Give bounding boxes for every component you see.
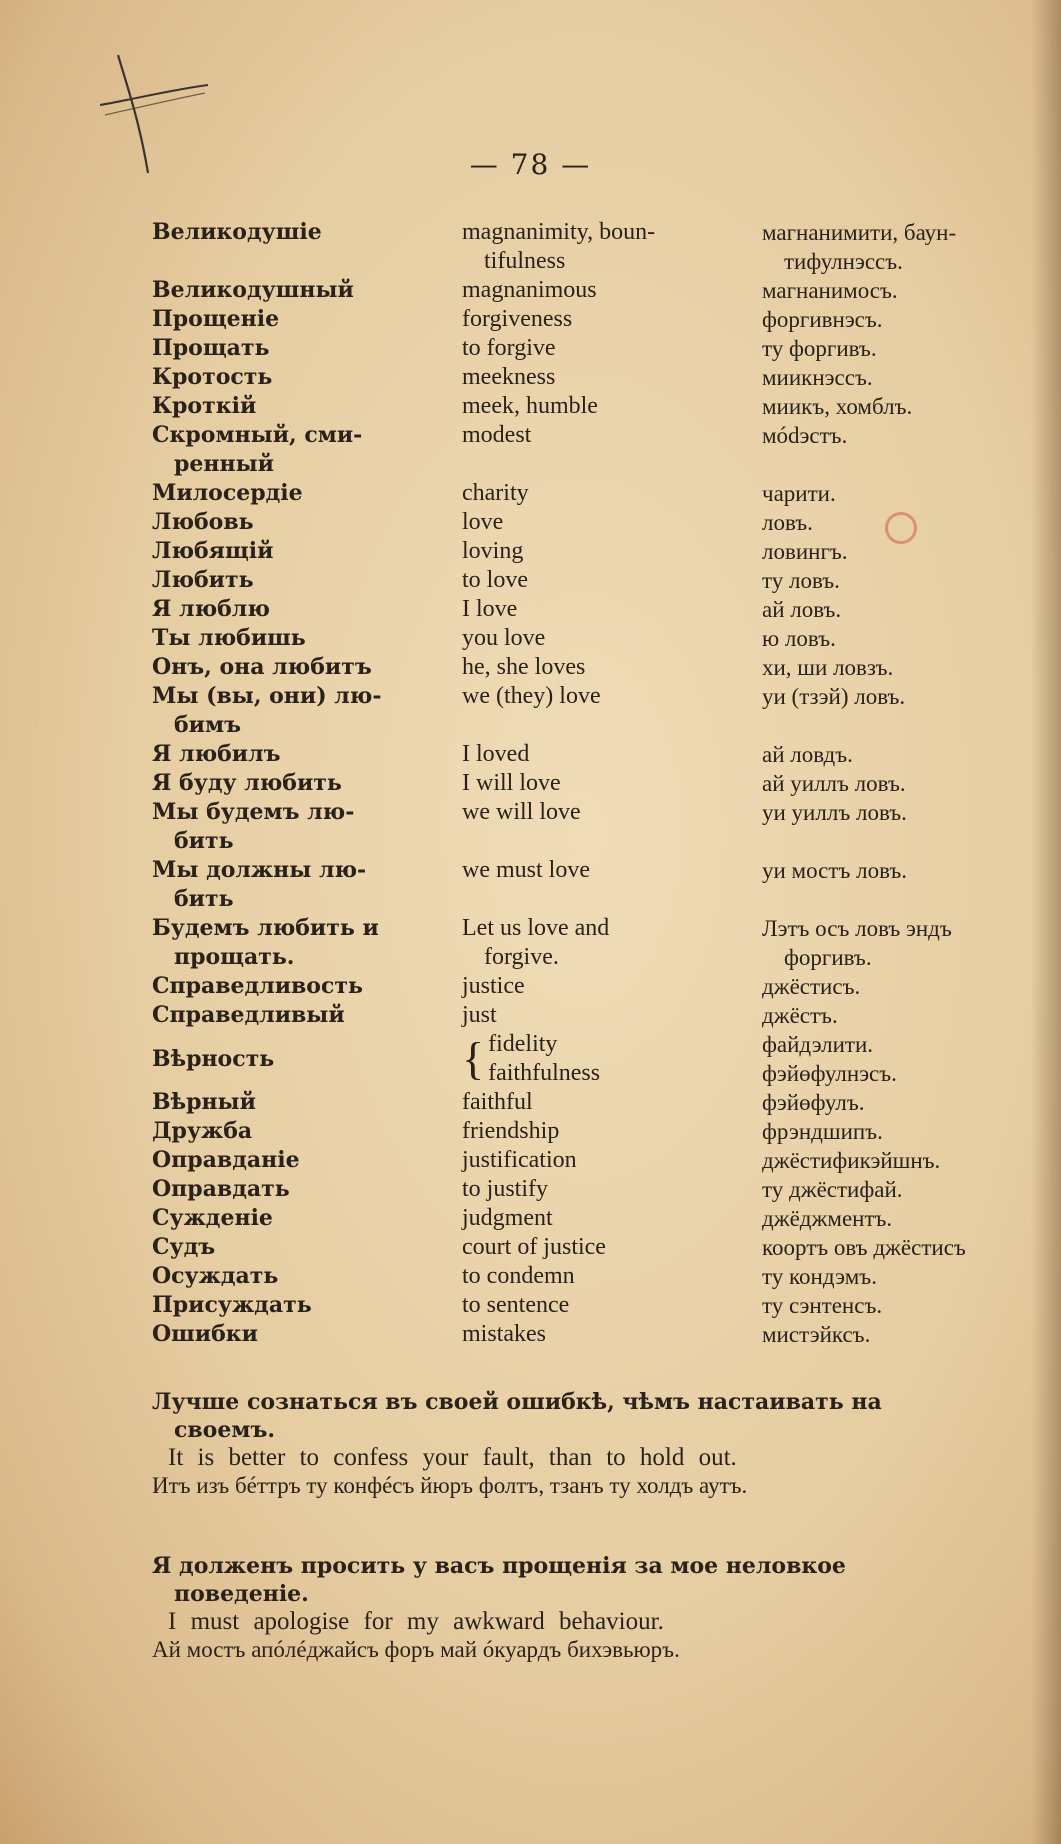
english-word-line: magnanimous [462, 277, 597, 303]
english-word-line: just [462, 1002, 497, 1028]
phrase-block-1 [152, 1388, 1032, 1500]
transcription [762, 856, 1042, 914]
english-word-line: friendship [462, 1118, 560, 1144]
english-word [462, 769, 762, 798]
transcription-line: джёстисъ. [762, 974, 861, 999]
russian-word [152, 334, 462, 363]
english-word-line: magnanimity, boun- [462, 219, 656, 245]
english-word-line: modest [462, 422, 532, 448]
phrase-english: It is better to confess your fault, than to hold out. [168, 1444, 737, 1471]
transcription-line: джёстификэйшнъ. [762, 1148, 941, 1173]
vocab-row [152, 334, 1042, 363]
russian-word [152, 1291, 462, 1320]
transcription [762, 1262, 1042, 1291]
russian-word-line: Вѣрность [152, 1045, 275, 1072]
russian-word-line: Прощеніе [152, 306, 280, 332]
russian-word-line: Великодушіе [152, 219, 322, 245]
transcription [762, 276, 1042, 305]
russian-word-line: прощать. [174, 944, 295, 970]
transcription-line: джёстъ. [762, 1003, 838, 1028]
russian-word-line: Присуждать [152, 1292, 312, 1318]
russian-word-line: Я буду любить [152, 770, 342, 796]
english-word-line: we (they) love [462, 683, 601, 709]
transcription-line: ту форгивъ. [762, 336, 877, 361]
english-word-line: we must love [462, 857, 590, 883]
russian-word-line: бить [174, 828, 234, 854]
english-word-line: to love [462, 567, 528, 593]
transcription-line: ту ловъ. [762, 568, 840, 593]
phrase-russian-line: поведеніе. [174, 1581, 309, 1607]
english-word-line: to sentence [462, 1292, 570, 1318]
vocab-row [152, 1117, 1042, 1146]
english-word-line: justification [462, 1147, 577, 1173]
transcription [762, 334, 1042, 363]
transcription [762, 1146, 1042, 1175]
transcription [762, 566, 1042, 595]
english-word-line: to forgive [462, 335, 556, 361]
english-word [462, 1030, 762, 1088]
english-word [462, 566, 762, 595]
english-word-line: I loved [462, 741, 530, 767]
transcription-line: ту сэнтенсъ. [762, 1293, 883, 1318]
phrase-russian-line: Я долженъ просить у васъ прощенія за мое неловкое [152, 1553, 846, 1579]
english-word [462, 334, 762, 363]
russian-word [152, 595, 462, 624]
vocab-row [152, 218, 1042, 276]
russian-word [152, 1262, 462, 1291]
phrase-english: I must apologise for my awkward behaviour. [168, 1608, 664, 1635]
russian-word-line: Мы (вы, они) лю- [152, 683, 382, 709]
english-word [462, 1146, 762, 1175]
english-word-line: judgment [462, 1205, 553, 1231]
page-number: — 78 — [469, 148, 592, 181]
english-word [462, 392, 762, 421]
phrase-block-2 [152, 1552, 1032, 1664]
vocab-row [152, 972, 1042, 1001]
english-word-line: meekness [462, 364, 556, 390]
english-word [462, 1088, 762, 1117]
english-word-line: to justify [462, 1176, 549, 1202]
transcription [762, 798, 1042, 856]
vocab-row [152, 363, 1042, 392]
transcription-line: фрэндшипъ. [762, 1119, 883, 1144]
english-word-line: he, she loves [462, 654, 586, 680]
russian-word-line: ренный [174, 451, 274, 477]
english-word [462, 1175, 762, 1204]
english-word-line: we will love [462, 799, 581, 825]
transcription [762, 769, 1042, 798]
vocab-row [152, 1146, 1042, 1175]
russian-word [152, 624, 462, 653]
russian-word [152, 537, 462, 566]
russian-word-line: Я люблю [152, 596, 270, 622]
transcription [762, 914, 1042, 972]
english-word [462, 1262, 762, 1291]
russian-word-line: бимъ [174, 712, 241, 738]
russian-word [152, 914, 462, 972]
english-word [462, 479, 762, 508]
english-word-line: loving [462, 538, 524, 564]
russian-word [152, 653, 462, 682]
vocab-row [152, 1204, 1042, 1233]
transcription [762, 653, 1042, 682]
vocab-row [152, 276, 1042, 305]
russian-word [152, 479, 462, 508]
transcription [762, 1117, 1042, 1146]
vocab-row [152, 392, 1042, 421]
transcription-line: уи мостъ ловъ. [762, 858, 907, 883]
transcription [762, 1030, 1042, 1088]
transcription-line: ай ловдъ. [762, 742, 853, 767]
transcription [762, 972, 1042, 1001]
russian-word-line: Осуждать [152, 1263, 279, 1289]
transcription [762, 1001, 1042, 1030]
russian-word-line: Я любилъ [152, 741, 281, 767]
russian-word [152, 1001, 462, 1030]
russian-word-line: Онъ, она любитъ [152, 654, 372, 680]
russian-word [152, 1233, 462, 1262]
transcription [762, 1291, 1042, 1320]
russian-word [152, 305, 462, 334]
vocab-row [152, 1291, 1042, 1320]
transcription-line: форгивъ. [784, 945, 872, 970]
vocab-row [152, 769, 1042, 798]
russian-word [152, 1320, 462, 1349]
vocab-row [152, 1030, 1042, 1088]
transcription [762, 479, 1042, 508]
english-word-line: meek, humble [462, 393, 598, 419]
english-word-line: court of justice [462, 1234, 606, 1260]
transcription-line: тифулнэссъ. [784, 249, 903, 274]
english-word-line: you love [462, 625, 546, 651]
transcription-line: магнанимити, баун- [762, 220, 957, 245]
transcription-line: файдэлити. [762, 1032, 874, 1057]
english-word [462, 1204, 762, 1233]
russian-word-line: Оправдать [152, 1176, 290, 1202]
russian-word [152, 798, 462, 856]
russian-word-line: Любовь [152, 509, 254, 535]
transcription [762, 1175, 1042, 1204]
english-word [462, 1001, 762, 1030]
russian-word-line: Кроткій [152, 393, 257, 419]
russian-word-line: Будемъ любить и [152, 915, 379, 941]
english-word [462, 653, 762, 682]
russian-word-line: Милосердіе [152, 480, 303, 506]
russian-word [152, 1204, 462, 1233]
transcription [762, 421, 1042, 479]
russian-word-line: Ошибки [152, 1321, 259, 1347]
transcription [762, 595, 1042, 624]
transcription-line: джёджментъ. [762, 1206, 893, 1231]
english-word-line: tifulness [484, 248, 566, 274]
phrase-transcription: Итъ изъ бéттръ ту конфéсъ йюръ фолтъ, тзанъ ту холдъ аутъ. [152, 1473, 748, 1498]
russian-word [152, 276, 462, 305]
transcription [762, 392, 1042, 421]
vocab-row [152, 856, 1042, 914]
english-word-line: Let us love and [462, 915, 610, 941]
transcription-line: фэйөфулъ. [762, 1090, 865, 1115]
russian-word-line: бить [174, 886, 234, 912]
english-word [462, 508, 762, 537]
russian-word [152, 363, 462, 392]
english-word [462, 740, 762, 769]
transcription [762, 1320, 1042, 1349]
russian-word-line: Вѣрный [152, 1089, 256, 1115]
vocab-row [152, 624, 1042, 653]
russian-word [152, 856, 462, 914]
english-word [462, 421, 762, 479]
russian-word [152, 566, 462, 595]
transcription [762, 363, 1042, 392]
red-ink-mark [885, 512, 917, 544]
vocab-row [152, 595, 1042, 624]
vocab-row [152, 421, 1042, 479]
transcription [762, 1088, 1042, 1117]
transcription-line: ловингъ. [762, 539, 848, 564]
english-word-line: forgive. [484, 944, 559, 970]
russian-word [152, 682, 462, 740]
english-word [462, 1291, 762, 1320]
transcription-line: мистэйксъ. [762, 1322, 871, 1347]
vocab-row [152, 566, 1042, 595]
russian-word [152, 1117, 462, 1146]
russian-word [152, 421, 462, 479]
transcription-line: ту джёстифай. [762, 1177, 903, 1202]
vocab-row [152, 914, 1042, 972]
english-word [462, 537, 762, 566]
russian-word [152, 972, 462, 1001]
vocab-row [152, 740, 1042, 769]
vocab-row [152, 682, 1042, 740]
english-word-line: I will love [462, 770, 561, 796]
english-word-line: charity [462, 480, 529, 506]
english-word [462, 595, 762, 624]
russian-word-line: Справедливый [152, 1002, 345, 1028]
english-word [462, 305, 762, 334]
brace-glyph: { [462, 1033, 485, 1084]
english-word-line: to condemn [462, 1263, 575, 1289]
english-word [462, 798, 762, 856]
english-word-line: love [462, 509, 504, 535]
english-word-line: fidelity [488, 1031, 558, 1057]
transcription [762, 682, 1042, 740]
russian-word-line: Мы будемъ лю- [152, 799, 355, 825]
transcription-line: ту кондэмъ. [762, 1264, 877, 1289]
transcription-line: фэйөфулнэсъ. [762, 1061, 897, 1086]
english-word-line: mistakes [462, 1321, 546, 1347]
transcription-line: Лэтъ осъ ловъ эндъ [762, 916, 952, 941]
english-word [462, 624, 762, 653]
english-word [462, 276, 762, 305]
english-word [462, 682, 762, 740]
russian-word-line: Сужденіе [152, 1205, 273, 1231]
russian-word [152, 1146, 462, 1175]
phrase-russian-line: Лучше сознаться въ своей ошибкѣ, чѣмъ настаивать на [152, 1389, 882, 1415]
vocab-row [152, 1088, 1042, 1117]
russian-word-line: Скромный, сми- [152, 422, 363, 448]
vocab-row [152, 1175, 1042, 1204]
transcription-line: форгивнэсъ. [762, 307, 883, 332]
english-word [462, 856, 762, 914]
english-word-line: I love [462, 596, 518, 622]
transcription [762, 740, 1042, 769]
russian-word-line: Справедливость [152, 973, 363, 999]
russian-word-line: Оправданіе [152, 1147, 300, 1173]
russian-word [152, 1088, 462, 1117]
transcription-line: уи (тзэй) ловъ. [762, 684, 906, 709]
english-word [462, 218, 762, 276]
transcription-line: чарити. [762, 481, 836, 506]
russian-word [152, 1175, 462, 1204]
russian-word [152, 1030, 462, 1088]
russian-word-line: Любящій [152, 538, 274, 564]
phrase-russian-line: своемъ. [174, 1417, 275, 1443]
vocabulary-table [152, 218, 1042, 1349]
vocab-row [152, 305, 1042, 334]
vocab-row [152, 479, 1042, 508]
russian-word-line: Судъ [152, 1234, 216, 1260]
english-word [462, 1117, 762, 1146]
english-word [462, 914, 762, 972]
russian-word-line: Великодушный [152, 277, 354, 303]
russian-word [152, 769, 462, 798]
transcription [762, 1204, 1042, 1233]
vocab-row [152, 1233, 1042, 1262]
russian-word-line: Прощать [152, 335, 270, 361]
russian-word [152, 218, 462, 276]
transcription-line: магнанимосъ. [762, 278, 898, 303]
russian-word [152, 508, 462, 537]
vocab-row [152, 1001, 1042, 1030]
russian-word-line: Мы должны лю- [152, 857, 367, 883]
english-word [462, 1320, 762, 1349]
english-word [462, 972, 762, 1001]
english-word-line: faithfulness [488, 1060, 601, 1086]
vocab-row [152, 1320, 1042, 1349]
transcription-line: ай уиллъ ловъ. [762, 771, 906, 796]
russian-word [152, 740, 462, 769]
transcription-line: ай ловъ. [762, 597, 842, 622]
vocab-row [152, 653, 1042, 682]
russian-word-line: Любить [152, 567, 254, 593]
phrase-transcription: Ай мостъ апóлéджайсъ форъ май óкуардъ бихэвьюръ. [152, 1637, 680, 1662]
transcription-line: коортъ овъ джёстисъ [762, 1235, 966, 1260]
transcription-line: ловъ. [762, 510, 813, 535]
russian-word-line: Кротость [152, 364, 273, 390]
transcription [762, 305, 1042, 334]
transcription-line: ю ловъ. [762, 626, 836, 651]
russian-word-line: Дружба [152, 1118, 253, 1144]
transcription-line: хи, ши ловзъ. [762, 655, 894, 680]
transcription [762, 624, 1042, 653]
vocab-row [152, 1262, 1042, 1291]
english-word-line: forgiveness [462, 306, 573, 332]
english-word [462, 1233, 762, 1262]
transcription [762, 218, 1042, 276]
transcription-line: миикъ, хомблъ. [762, 394, 913, 419]
russian-word [152, 392, 462, 421]
transcription-line: уи уиллъ ловъ. [762, 800, 907, 825]
transcription-line: миикнэссъ. [762, 365, 873, 390]
english-word-line: justice [462, 973, 525, 999]
transcription-line: мódэстъ. [762, 423, 848, 448]
english-word-line: faithful [462, 1089, 533, 1115]
transcription [762, 1233, 1042, 1262]
russian-word-line: Ты любишь [152, 625, 306, 651]
english-word [462, 363, 762, 392]
vocab-row [152, 798, 1042, 856]
